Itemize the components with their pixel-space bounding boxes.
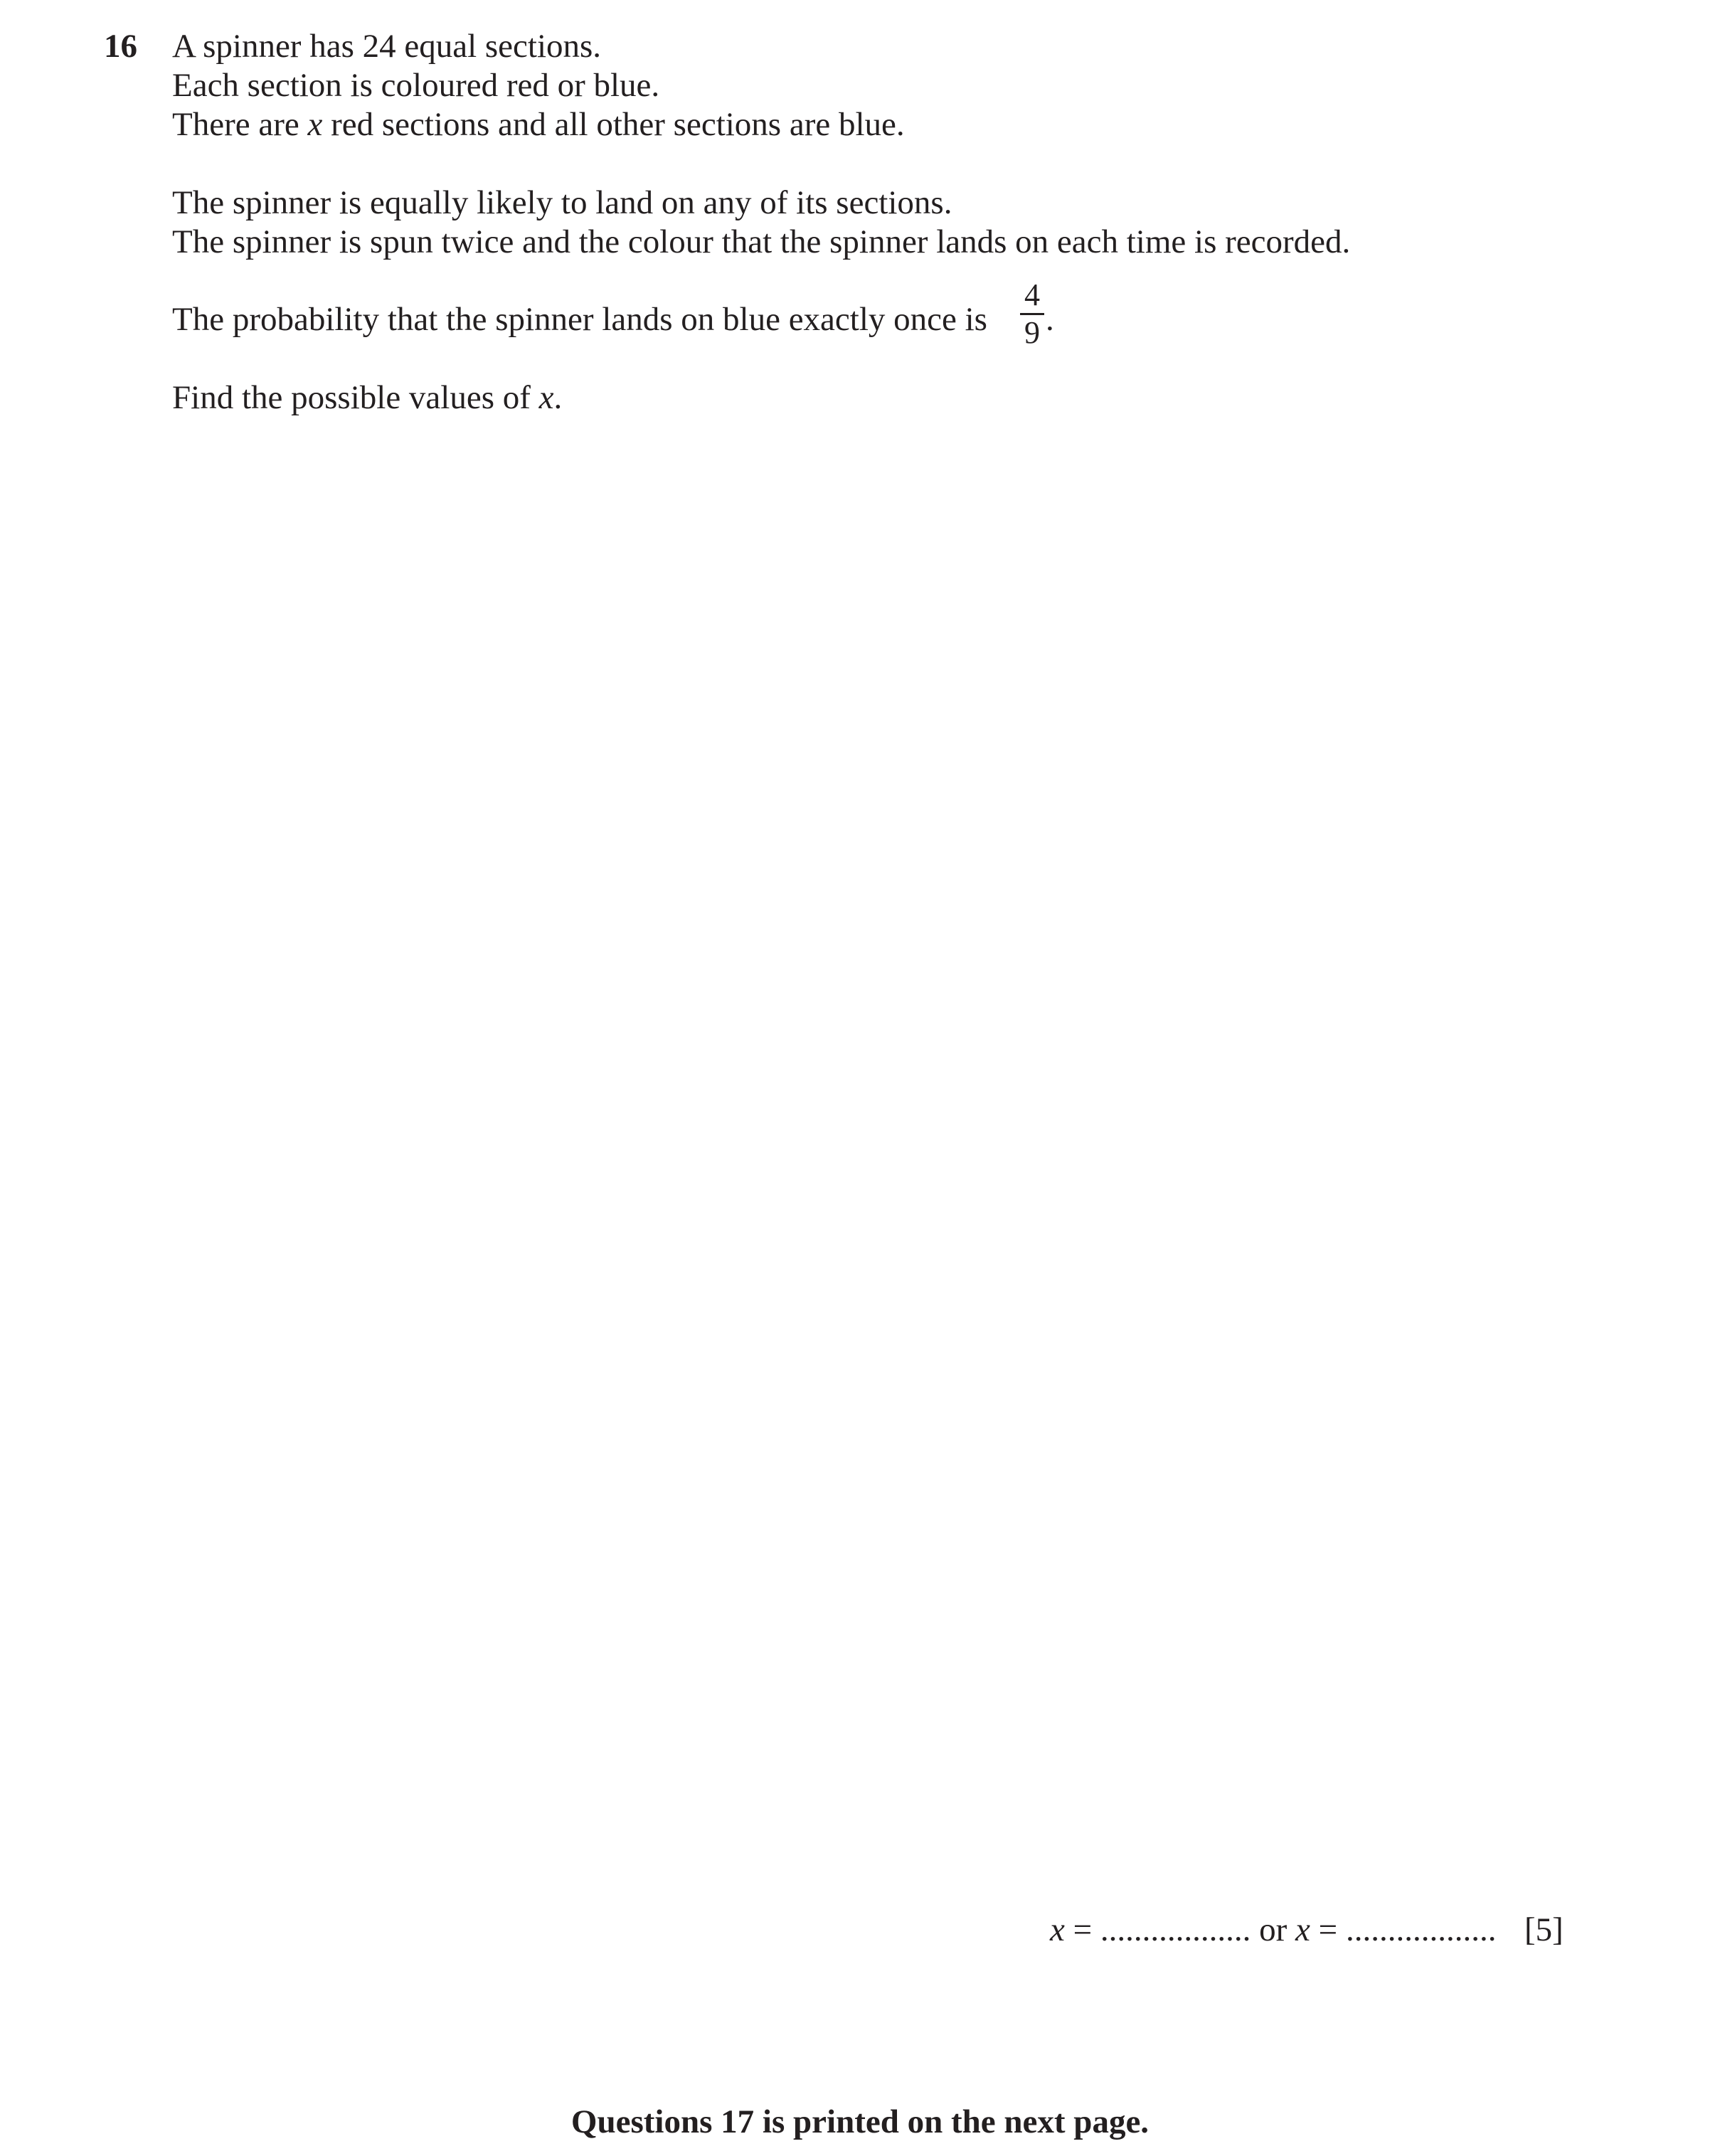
question-line-4 — [172, 181, 952, 225]
page-footer: Questions 17 is printed on the next page. — [570, 2103, 1150, 2140]
line-text: A spinner has 24 equal sections. — [172, 28, 602, 65]
question-line-1 — [172, 24, 601, 68]
marks-label: [5] — [1524, 1911, 1564, 1948]
question-line-7 — [172, 376, 562, 420]
answer-line — [1050, 1908, 1564, 1952]
equals-sign: = — [1318, 1911, 1338, 1948]
question-line-2 — [172, 63, 659, 107]
line-text: red sections and all other sections are blue. — [331, 106, 905, 143]
question-line-6 — [172, 297, 987, 341]
question-line-3 — [172, 102, 905, 147]
line-text: Each section is coloured red or blue. — [172, 67, 660, 104]
fraction-numerator: 4 — [1024, 277, 1040, 312]
sentence-period: . — [1046, 301, 1054, 338]
question-line-5 — [172, 220, 1350, 264]
fraction-four-ninths — [1020, 277, 1044, 350]
line-text: The spinner is spun twice and the colour that the spinner lands on each time is recorded. — [172, 223, 1351, 260]
line-text: The spinner is equally likely to land on any of its sections. — [172, 184, 952, 221]
fraction-denominator: 9 — [1024, 315, 1040, 350]
answer-variable: x — [1050, 1911, 1065, 1948]
line-text: There are — [172, 106, 299, 143]
line-period: . — [553, 379, 563, 416]
line-text: Find the possible values of — [172, 379, 531, 416]
variable-x: x — [307, 106, 323, 143]
variable-x: x — [538, 379, 554, 416]
equals-sign: = — [1073, 1911, 1093, 1948]
answer-variable: x — [1295, 1911, 1310, 1948]
question-number: 16 — [104, 28, 137, 65]
line-text: The probability that the spinner lands on blue exactly once is — [172, 301, 987, 338]
or-text: or — [1259, 1911, 1288, 1948]
answer-blank-1[interactable]: .................. — [1100, 1911, 1251, 1948]
answer-blank-2[interactable]: .................. — [1345, 1911, 1497, 1948]
